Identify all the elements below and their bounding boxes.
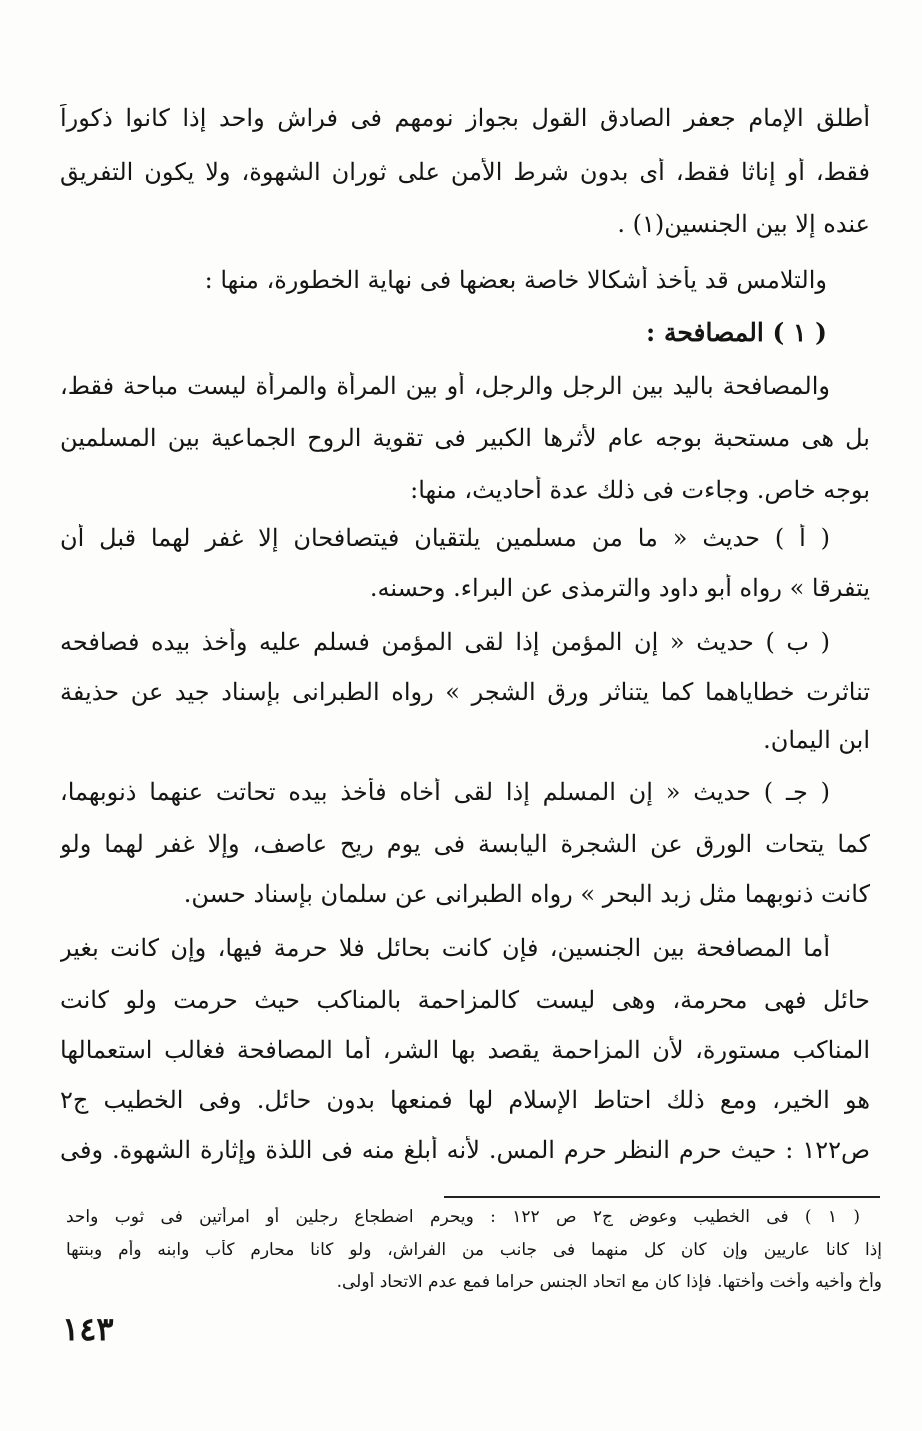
- section-heading: ( ١ ) المصافحة :: [646, 318, 827, 347]
- paragraph-1-line-2: فقط، أو إناثا فقط، أى بدون شرط الأمن على ثوران الشهوة، ولا يكون التفريق: [60, 158, 870, 186]
- paragraph-7-line-4: هو الخير، ومع ذلك احتاط الإسلام لها فمنعها بدون حائل. وفى الخطيب ج٢: [60, 1086, 870, 1114]
- paragraph-5-line-2: تناثرت خطاياهما كما يتناثر ورق الشجر » رواه الطبرانى بإسناد جيد عن حذيفة: [60, 678, 870, 706]
- paragraph-7-line-3: المناكب مستورة، لأن المزاحمة يقصد بها الشر، أما المصافحة فغالب استعمالها: [60, 1036, 870, 1064]
- footnote-line-3: وأخ وأخيه وأخت وأختها. فإذا كان مع اتحاد الجنس حراما فمع عدم الاتحاد أولى.: [336, 1272, 882, 1292]
- paragraph-3-line-2: بل هى مستحبة بوجه عام لأثرها الكبير فى تقوية الروح الجماعية بين المسلمين: [60, 424, 870, 452]
- paragraph-4-line-2: يتفرقا » رواه أبو داود والترمذى عن البراء. وحسنه.: [369, 574, 870, 602]
- paragraph-7-line-1: أما المصافحة بين الجنسين، فإن كانت بحائل فلا حرمة فيها، وإن كانت بغير: [60, 934, 830, 962]
- paragraph-1-line-3: عنده إلا بين الجنسين(١) .: [617, 210, 870, 238]
- paragraph-5-line-3: ابن اليمان.: [763, 726, 870, 754]
- paragraph-6-line-1: ( جـ ) حديث « إن المسلم إذا لقى أخاه فأخذ بيده تحاتت عنهما ذنوبهما،: [60, 778, 830, 806]
- paragraph-4-line-1: ( أ ) حديث « ما من مسلمين يلتقيان فيتصافحان إلا غفر لهما قبل أن: [60, 524, 830, 552]
- footnote-line-1: ( ١ ) فى الخطيب وعوض ج٢ ص ١٢٢ : ويحرم اضطجاع رجلين أو امرأتين فى ثوب واحد: [66, 1207, 860, 1227]
- paragraph-3-line-1: والمصافحة باليد بين الرجل والرجل، أو بين المرأة والمرأة ليست مباحة فقط،: [60, 372, 830, 400]
- paragraph-6-line-2: كما يتحات الورق عن الشجرة اليابسة فى يوم ريح عاصف، وإلا غفر لهما ولو: [60, 830, 870, 858]
- paragraph-3-line-3: بوجه خاص. وجاءت فى ذلك عدة أحاديث، منها:: [410, 476, 870, 504]
- footnote-separator: [444, 1196, 880, 1198]
- paragraph-2-line-1: والتلامس قد يأخذ أشكالا خاصة بعضها فى نهاية الخطورة، منها :: [204, 266, 827, 294]
- paragraph-1-line-1: أطلق الإمام جعفر الصادق القول بجواز نومهم فى فراش واحد إذا كانوا ذكوراً: [60, 104, 870, 132]
- paragraph-7-line-2: حائل فهى محرمة، وهى ليست كالمزاحمة بالمناكب حيث حرمت ولو كانت: [60, 986, 870, 1014]
- paragraph-6-line-3: كانت ذنوبهما مثل زبد البحر » رواه الطبرانى عن سلمان بإسناد حسن.: [183, 880, 870, 908]
- footnote-line-2: إذا كانا عاريين وإن كان كل منهما فى جانب من الفراش، ولو كانا محارم كأب وابنه وأم وبنتها: [66, 1240, 882, 1260]
- paragraph-7-line-5: ص١٢٢ : حيث حرم النظر حرم المس. لأنه أبلغ منه فى اللذة وإثارة الشهوة. وفى: [60, 1136, 870, 1164]
- page-number: ١٤٣: [62, 1310, 114, 1348]
- paragraph-5-line-1: ( ب ) حديث « إن المؤمن إذا لقى المؤمن فسلم عليه وأخذ بيده فصافحه: [60, 628, 830, 656]
